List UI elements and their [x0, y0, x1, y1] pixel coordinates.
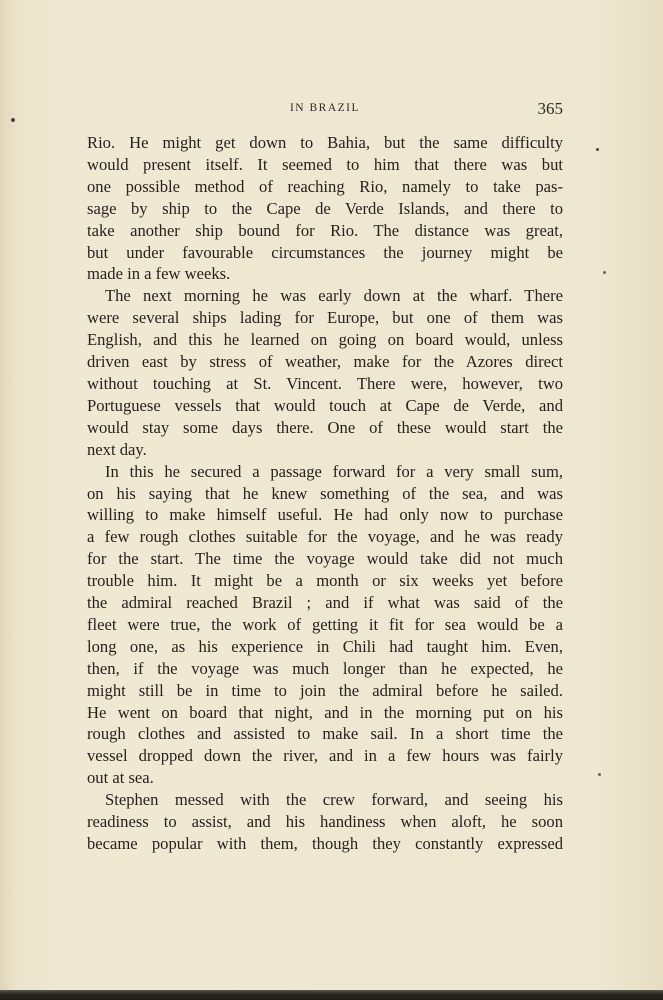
text-line: take another ship bound for Rio. The distance was great, — [87, 220, 563, 240]
text-line: willing to make himself useful. He had only now to purchase — [87, 505, 563, 525]
text-line: He went on board that night, and in the morning put on his — [87, 702, 563, 722]
body-text — [87, 132, 563, 855]
text-line: sage by ship to the Cape de Verde Islands, and there to — [87, 198, 563, 218]
text-line: became popular with them, though they constantly expressed — [87, 834, 563, 853]
text-line: In this he secured a passage forward for a very small sum, — [105, 461, 563, 481]
ink-speck — [11, 118, 15, 122]
text-line: The next morning he was early down at the wharf. There — [105, 286, 563, 306]
text-line: made in a few weeks. — [87, 264, 231, 284]
text-line: for the start. The time the voyage would take did not much — [87, 549, 563, 569]
text-line: long one, as his experience in Chili had taught him. Even, — [87, 636, 563, 656]
text-line: Rio. He might get down to Bahia, but the same difficulty — [87, 133, 563, 152]
ink-speck — [596, 148, 599, 151]
text-line: might still be in time to join the admiral before he sailed. — [87, 680, 563, 700]
running-head: IN BRAZIL — [289, 102, 361, 114]
text-line: the admiral reached Brazil ; and if what was said of the — [87, 593, 563, 613]
page-bottom-edge — [0, 990, 663, 1000]
page-number: 365 — [537, 99, 563, 118]
text-line: Portuguese vessels that would touch at Cape de Verde, and — [87, 395, 563, 415]
text-line: but under favourable circumstances the journey might be — [87, 242, 563, 262]
text-line: without touching at St. Vincent. There were, however, two — [87, 373, 563, 393]
text-line: trouble him. It might be a month or six weeks yet before — [87, 571, 563, 591]
text-line: on his saying that he knew something of the sea, and was — [87, 483, 563, 503]
text-line: one possible method of reaching Rio, namely to take pas- — [87, 176, 563, 196]
text-line: English, and this he learned on going on board would, unless — [87, 330, 563, 350]
page-header — [87, 99, 563, 119]
text-line: would present itself. It seemed to him that there was but — [87, 154, 563, 174]
text-line: then, if the voyage was much longer than he expected, he — [87, 658, 563, 678]
text-line: were several ships lading for Europe, but one of them was — [87, 308, 563, 328]
text-line: fleet were true, the work of getting it fit for sea would be a — [87, 614, 563, 634]
text-line: out at sea. — [87, 768, 154, 788]
text-line: rough clothes and assisted to make sail. In a short time the — [87, 724, 563, 744]
text-line: driven east by stress of weather, make for the Azores direct — [87, 352, 563, 372]
text-line: readiness to assist, and his handiness when aloft, he soon — [87, 812, 563, 832]
ink-speck — [598, 773, 601, 776]
text-line: vessel dropped down the river, and in a few hours was fairly — [87, 746, 563, 766]
text-line: next day. — [87, 439, 147, 459]
text-line: a few rough clothes suitable for the voyage, and he was ready — [87, 527, 563, 547]
text-line: would stay some days there. One of these would start the — [87, 417, 563, 437]
text-line: Stephen messed with the crew forward, and seeing his — [105, 790, 563, 810]
ink-speck — [603, 271, 606, 274]
